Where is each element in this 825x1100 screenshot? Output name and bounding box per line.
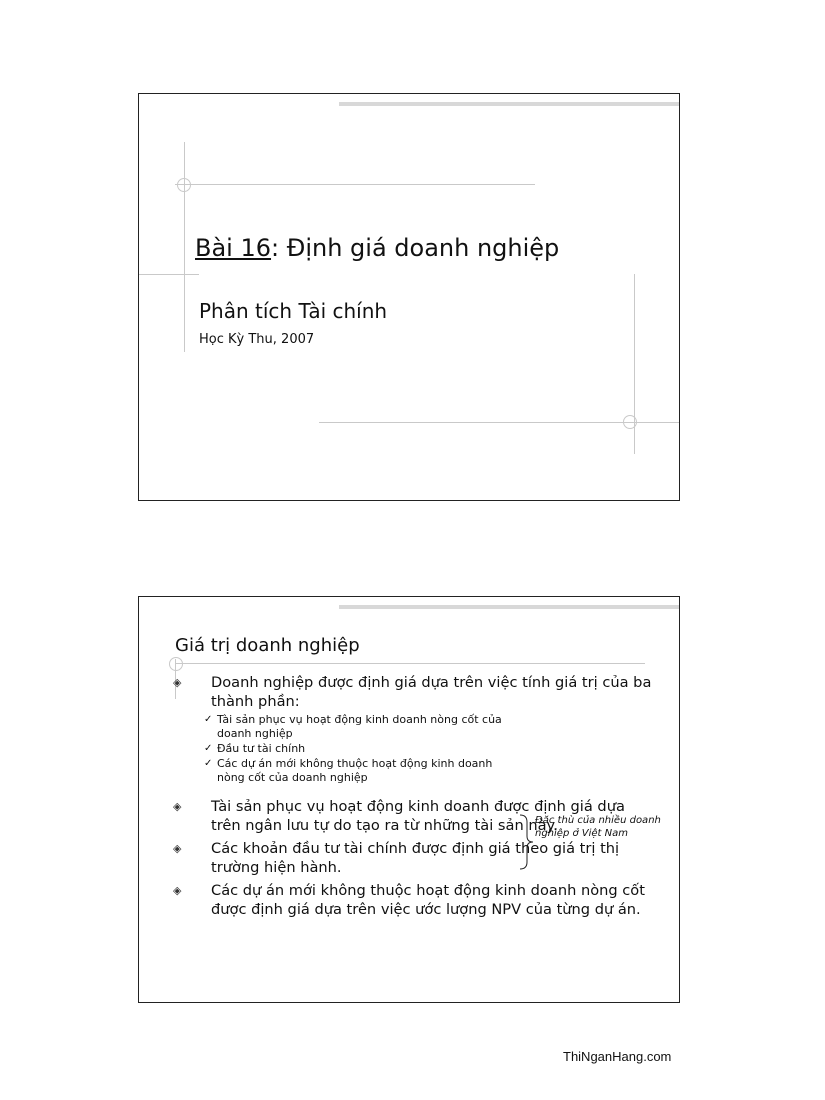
check-icon: ✓ [204,743,213,754]
lesson-number: Bài 16 [195,234,272,262]
diamond-bullet-icon: ◈ [173,884,182,897]
diamond-bullet-icon: ◈ [173,676,182,689]
slide-title: Giá trị doanh nghiệp [175,635,360,656]
check-icon: ✓ [204,714,213,725]
diamond-bullet-icon: ◈ [173,842,182,855]
top-horizontal-rule [175,184,535,185]
title-slide [138,93,680,501]
title-text: : Định giá doanh nghiệp [271,234,560,262]
bullet-item: ◈ Các dự án mới không thuộc hoạt động kinh doanh nòng cốt được định giá dựa trên việc ước lượng NPV của từng dự án. [173,882,645,918]
left-horizontal-rule [139,274,199,275]
bullet-item: ◈ Doanh nghiệp được định giá dựa trên việc tính giá trị của ba thành phần: [173,674,652,710]
crosshair-circle-icon [623,415,637,429]
left-vertical-rule [184,142,185,352]
crosshair-circle-icon [177,178,191,192]
sub-item: ✓ Đầu tư tài chính [204,742,306,755]
side-note: Đặc thù của nhiều doanh nghiệp ở Việt Nam [535,815,661,839]
term-text: Học Kỳ Thu, 2007 [199,332,315,347]
crosshair-circle-icon [169,657,183,671]
sub-item: ✓ Các dự án mới không thuộc hoạt động kinh doanh nòng cốt của doanh nghiệp [204,757,493,784]
diamond-bullet-icon: ◈ [173,800,182,813]
top-decor-bar [339,605,679,609]
subtitle: Phân tích Tài chính [199,299,388,323]
slide-title [195,234,559,262]
footer-site: ThiNganHang.com [563,1049,672,1064]
check-icon: ✓ [204,758,213,769]
sub-item: ✓ Tài sản phục vụ hoạt động kinh doanh nòng cốt của doanh nghiệp [204,713,502,740]
bullet-item: ◈ Tài sản phục vụ hoạt động kinh doanh được định giá dựa trên ngân lưu tự do tạo ra từ những tài sản này. [173,798,625,834]
title-underline-rule [175,663,645,664]
bullet-item: ◈ Các khoản đầu tư tài chính được định giá theo giá trị thị trường hiện hành. [173,840,620,876]
content-slide [138,596,680,1003]
top-decor-bar [339,102,679,106]
